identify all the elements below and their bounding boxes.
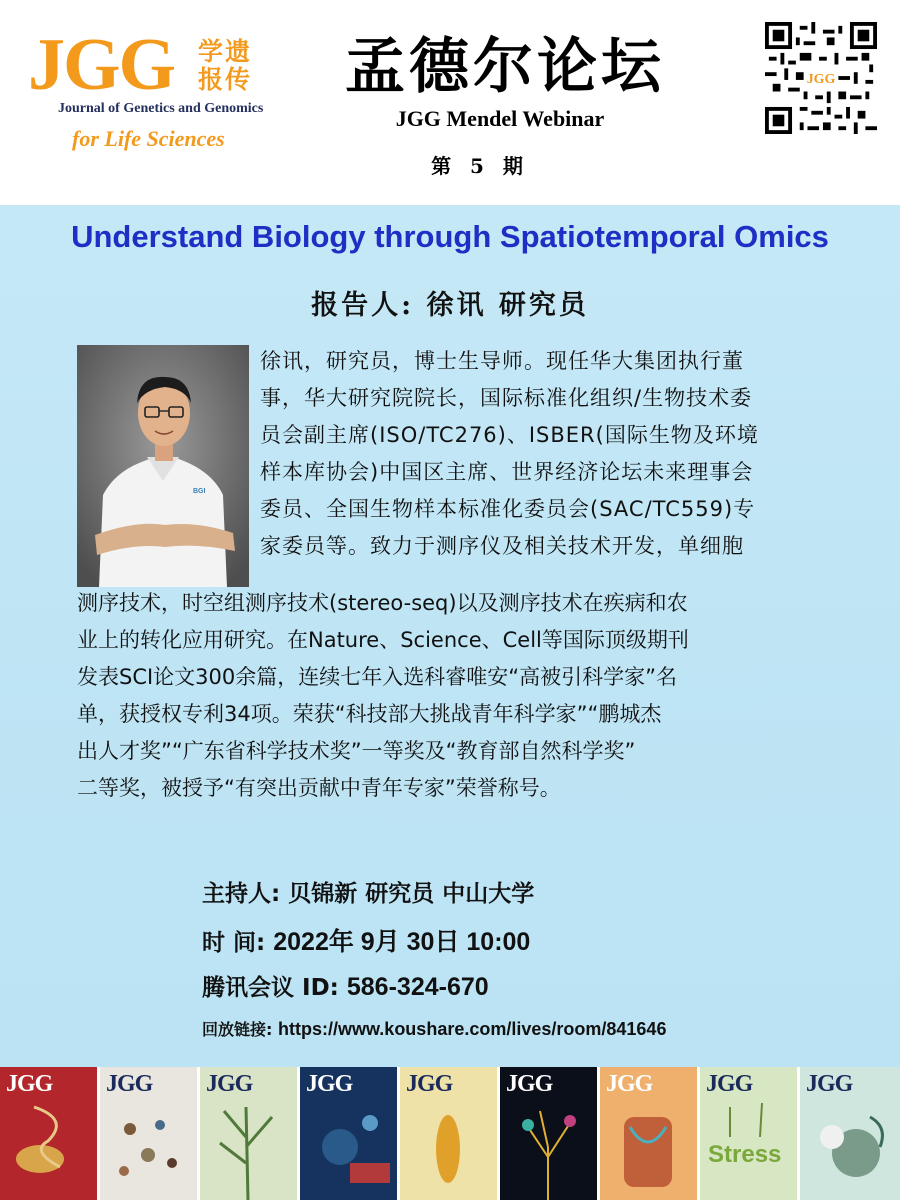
cover-masthead: JGG [106,1071,153,1097]
journal-cover-4 [300,1067,397,1200]
meeting-label: 腾讯会议 ID: [202,975,339,1001]
host-label: 主持人: [202,881,281,907]
journal-cover-8 [700,1067,797,1200]
cover-masthead: JGG [6,1071,53,1097]
journal-cover-7 [600,1067,697,1200]
bio-line-11: 出人才奖”“广东省科学技术奖”一等奖及“教育部自然科学奖” [77,739,636,763]
cover-masthead: JGG [706,1071,753,1097]
bio-line-8: 业上的转化应用研究。在Nature、Science、Cell等国际顶级期刊 [77,628,689,652]
issue-number: 第 5 期 [431,154,529,178]
bio-line-2: 事，华大研究院院长，国际标准化组织/生物技术委 [260,386,753,410]
cover-masthead: JGG [506,1071,553,1097]
logo-wordmark: JGG [28,24,175,106]
journal-cover-5 [400,1067,497,1200]
meeting-row [202,969,489,1002]
bio-line-3: 员会副主席(ISO/TC276)、ISBER(国际生物及环境 [260,423,759,447]
cover-masthead: JGG [306,1071,353,1097]
forum-subtitle: JGG Mendel Webinar [395,106,605,131]
cover-masthead: JGG [206,1071,253,1097]
speaker-photo [77,345,249,587]
meeting-id[interactable]: 586-324-670 [346,973,489,1001]
bio-line-6: 家委员等。致力于测序仪及相关技术开发，单细胞 [260,534,744,558]
replay-link[interactable]: https://www.koushare.com/lives/room/841646 [277,1019,667,1039]
time-value: 2022年 9月 30日 10:00 [273,928,531,956]
replay-label: 回放链接: [202,1020,273,1039]
header [0,0,900,205]
host-value: 贝锦新 研究员 中山大学 [288,881,535,907]
bio-line-5: 委员、全国生物样本标准化委员会(SAC/TC559)专 [260,497,756,521]
bio-line-9: 发表SCI论文300余篇，连续七年入选科睿唯安“高被引科学家”名 [77,665,678,689]
replay-row [202,1017,666,1040]
talk-title: Understand Biology through Spatiotemporal Omics [71,219,829,254]
bio-line-12: 二等奖，被授予“有突出贡献中青年专家”荣誉称号。 [77,776,561,800]
bio-line-4: 样本库协会)中国区主席、世界经济论坛未来理事会 [260,460,754,484]
journal-cover-3 [200,1067,297,1200]
jgg-logo [28,24,268,158]
qr-center-logo: JGG [806,72,836,88]
bio-line-10: 单，获授权专利34项。荣获“科技部大挑战青年科学家”“鹏城杰 [77,702,662,726]
bio-line-1: 徐讯，研究员，博士生导师。现任华大集团执行董 [260,349,744,373]
qr-code-icon[interactable] [765,22,877,134]
journal-cover-2 [100,1067,197,1200]
cover-masthead: JGG [406,1071,453,1097]
time-label: 时 间: [202,930,266,956]
logo-tagline: for Life Sciences [72,126,225,151]
speaker-line: 报告人: 徐讯 研究员 [311,290,589,321]
journal-covers-strip [0,1067,900,1200]
time-row [202,922,530,958]
cover-masthead: JGG [606,1071,653,1097]
logo-journal-name: Journal of Genetics and Genomics [58,101,264,116]
bio-line-7: 测序技术，时空组测序技术(stereo-seq)以及测序技术在疾病和农 [77,591,688,615]
journal-cover-6 [500,1067,597,1200]
cover-stress-word: Stress [708,1141,782,1168]
forum-title: 孟德尔论坛 [345,32,665,102]
svg-text:BGI: BGI [193,488,206,495]
cover-masthead: JGG [806,1071,853,1097]
journal-cover-1 [0,1067,97,1200]
host-row [202,875,534,908]
logo-chinese: 学遗报传 [198,37,253,94]
journal-cover-9 [800,1067,900,1200]
main-content [0,205,900,1067]
